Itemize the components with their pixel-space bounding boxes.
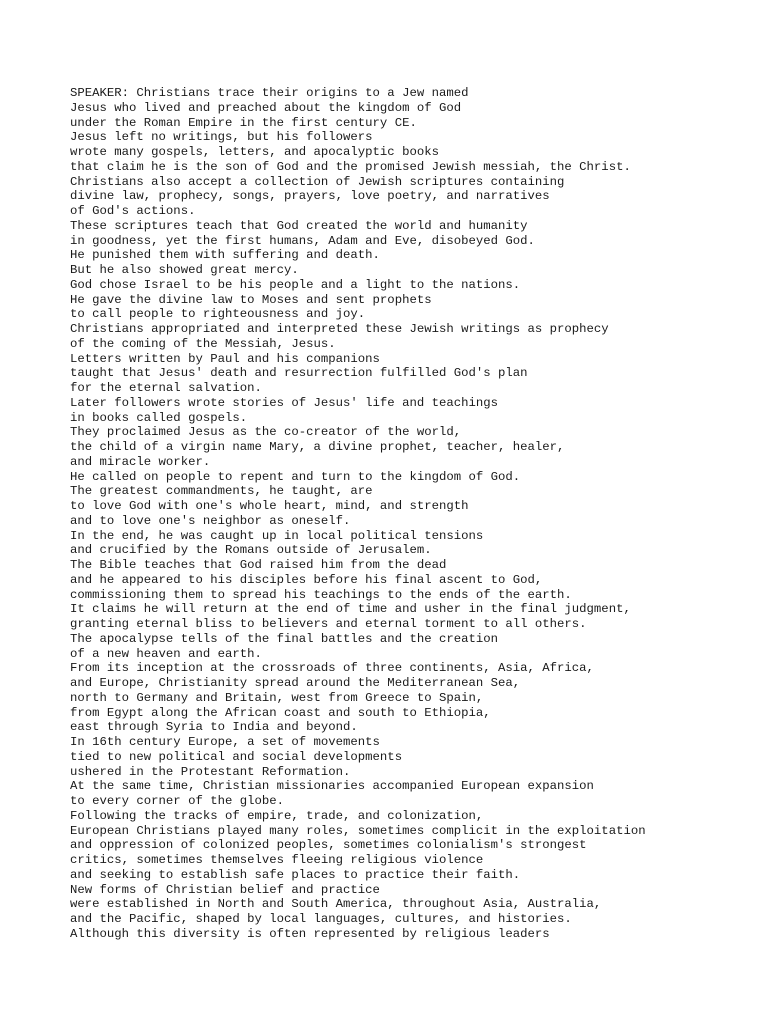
transcript-line: From its inception at the crossroads of three continents, Asia, Africa, — [70, 661, 594, 676]
transcript-line: Christians also accept a collection of Jewish scriptures containing — [70, 174, 565, 189]
transcript-line: critics, sometimes themselves fleeing religious violence — [70, 853, 484, 867]
transcript-line: and Europe, Christianity spread around the Mediterranean Sea, — [70, 676, 521, 690]
transcript-line: in books called gospels. — [70, 410, 248, 425]
transcript-line: It claims he will return at the end of time and usher in the final judgment, — [70, 602, 631, 617]
transcript-line: of God's actions. — [70, 204, 196, 218]
transcript-line: and oppression of colonized peoples, sometimes colonialism's strongest — [70, 838, 587, 853]
transcript-line: in goodness, yet the first humans, Adam and Eve, disobeyed God. — [70, 233, 535, 248]
transcript-text — [70, 86, 646, 942]
transcript-line: The greatest commandments, he taught, are — [70, 484, 373, 499]
transcript-line: and seeking to establish safe places to practice their faith. — [70, 867, 521, 882]
transcript-line: divine law, prophecy, songs, prayers, love poetry, and narratives — [70, 189, 550, 204]
transcript-line: New forms of Christian belief and practice — [70, 882, 380, 897]
transcript-line: tied to new political and social developments — [70, 749, 403, 764]
transcript-line: to every corner of the globe. — [70, 794, 285, 808]
transcript-line: and the Pacific, shaped by local languages, cultures, and histories. — [70, 912, 572, 926]
transcript-line: But he also showed great mercy. — [70, 263, 299, 277]
transcript-line: that claim he is the son of God and the promised Jewish messiah, the Christ. — [70, 159, 631, 174]
transcript-line: At the same time, Christian missionaries accompanied European expansion — [70, 779, 594, 794]
transcript-line: He punished them with suffering and death. — [70, 248, 380, 263]
transcript-line: granting eternal bliss to believers and eternal torment to all others. — [70, 617, 587, 631]
transcript-line: Later followers wrote stories of Jesus' life and teachings — [70, 395, 499, 410]
transcript-line: Jesus left no writings, but his followers — [70, 130, 373, 145]
transcript-line: Although this diversity is often represented by religious leaders — [70, 926, 550, 941]
transcript-line: and miracle worker. — [70, 454, 211, 469]
transcript-line: from Egypt along the African coast and south to Ethiopia, — [70, 705, 491, 720]
transcript-line: and crucified by the Romans outside of Jerusalem. — [70, 543, 432, 558]
transcript-line: were established in North and South America, throughout Asia, Australia, — [70, 897, 602, 912]
transcript-line: European Christians played many roles, sometimes complicit in the exploitation — [70, 823, 646, 838]
transcript-line: Jesus who lived and preached about the kingdom of God — [70, 100, 462, 115]
transcript-line: They proclaimed Jesus as the co-creator of the world, — [70, 425, 462, 440]
transcript-line: In 16th century Europe, a set of movements — [70, 735, 380, 749]
transcript-line: The apocalypse tells of the final battles and the creation — [70, 631, 499, 646]
transcript-line: and he appeared to his disciples before his final ascent to God, — [70, 572, 543, 587]
transcript-line: wrote many gospels, letters, and apocalyptic books — [70, 145, 439, 159]
transcript-line: commissioning them to spread his teachings to the ends of the earth. — [70, 587, 572, 602]
transcript-line: to love God with one's whole heart, mind, and strength — [70, 499, 469, 513]
transcript-line: under the Roman Empire in the first century CE. — [70, 115, 417, 130]
transcript-line: ushered in the Protestant Reformation. — [70, 764, 351, 779]
transcript-line: north to Germany and Britain, west from Greece to Spain, — [70, 690, 484, 705]
transcript-line: God chose Israel to be his people and a light to the nations. — [70, 277, 521, 292]
transcript-line: These scriptures teach that God created the world and humanity — [70, 218, 528, 233]
transcript-line: He called on people to repent and turn to the kingdom of God. — [70, 469, 521, 484]
transcript-line: and to love one's neighbor as oneself. — [70, 513, 351, 528]
transcript-line: The Bible teaches that God raised him from the dead — [70, 558, 447, 572]
transcript-line: Christians appropriated and interpreted these Jewish writings as prophecy — [70, 322, 609, 336]
transcript-line: SPEAKER: Christians trace their origins to a Jew named — [70, 86, 469, 100]
transcript-line: He gave the divine law to Moses and sent prophets — [70, 292, 432, 307]
transcript-line: to call people to righteousness and joy. — [70, 307, 366, 322]
transcript-line: Following the tracks of empire, trade, and colonization, — [70, 808, 484, 823]
transcript-line: for the eternal salvation. — [70, 381, 262, 395]
transcript-line: of a new heaven and earth. — [70, 646, 262, 661]
transcript-line: In the end, he was caught up in local political tensions — [70, 528, 484, 543]
transcript-line: the child of a virgin name Mary, a divine prophet, teacher, healer, — [70, 440, 565, 454]
transcript-line: taught that Jesus' death and resurrection fulfilled God's plan — [70, 366, 528, 381]
transcript-line: Letters written by Paul and his companions — [70, 351, 380, 366]
transcript-line: east through Syria to India and beyond. — [70, 720, 358, 735]
transcript-line: of the coming of the Messiah, Jesus. — [70, 336, 336, 351]
